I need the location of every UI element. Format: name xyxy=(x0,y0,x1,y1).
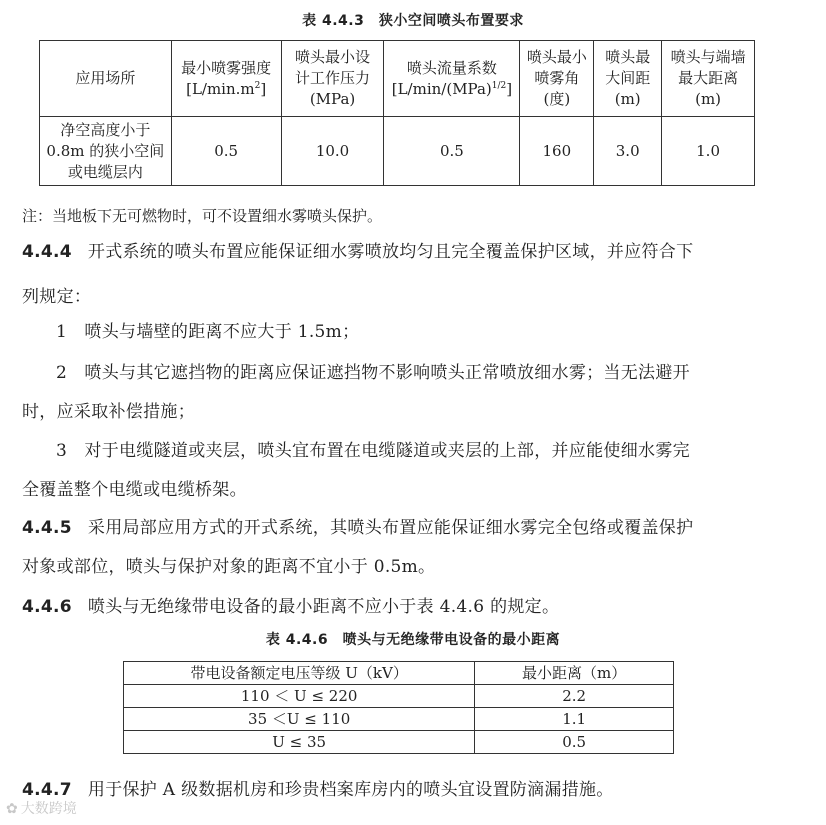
col-header-spacing: 喷头最 大间距 (m) xyxy=(594,41,662,117)
cell-distance: 1.1 xyxy=(475,708,674,731)
cell-voltage: U ≤ 35 xyxy=(124,731,475,754)
table-row xyxy=(40,117,755,186)
cell-kfactor: 0.5 xyxy=(384,117,520,186)
cell-voltage: 110 ＜ U ≤ 220 xyxy=(124,685,475,708)
cell-spacing: 3.0 xyxy=(594,117,662,186)
table-4-4-3 xyxy=(39,40,755,186)
table-header-row xyxy=(40,41,755,117)
table-header-row xyxy=(124,662,674,685)
clause-4-4-4-cont: 列规定： xyxy=(22,287,92,307)
clause-item-3: 3 对于电缆隧道或夹层，喷头宜布置在电缆隧道或夹层的上部，并应能使细水雾完 xyxy=(56,441,690,461)
clause-4-4-4: 4.4.4 开式系统的喷头布置应能保证细水雾喷放均匀且完全覆盖保护区域，并应符合下 xyxy=(22,242,694,262)
watermark: ✿ 大数跨境 xyxy=(6,801,77,817)
col-header-voltage: 带电设备额定电压等级 U（kV） xyxy=(124,662,475,685)
clause-4-4-5: 4.4.5 采用局部应用方式的开式系统，其喷头布置应能保证细水雾完全包络或覆盖保护 xyxy=(22,518,694,538)
table-note: 注：当地板下无可燃物时，可不设置细水雾喷头保护。 xyxy=(22,207,383,225)
clause-item-2-cont: 时，应采取补偿措施； xyxy=(22,402,195,422)
cell-distance: 2.2 xyxy=(475,685,674,708)
clause-4-4-5-cont: 对象或部位，喷头与保护对象的距离不宜小于 0.5m。 xyxy=(22,557,436,577)
table-4-4-3-caption: 表 4.4.3 狭小空间喷头布置要求 xyxy=(302,13,524,29)
table-row xyxy=(124,731,674,754)
cell-pressure: 10.0 xyxy=(281,117,384,186)
table-row xyxy=(124,708,674,731)
col-header-wall-distance: 喷头与端墙 最大距离 (m) xyxy=(662,41,755,117)
table-4-4-6 xyxy=(123,661,674,754)
clause-number: 4.4.5 xyxy=(22,518,72,538)
table-4-4-6-caption: 表 4.4.6 喷头与无绝缘带电设备的最小距离 xyxy=(265,632,561,648)
col-header-angle: 喷头最小 喷雾角 (度) xyxy=(520,41,594,117)
table-row xyxy=(124,685,674,708)
clause-4-4-7: 4.4.7 用于保护 A 级数据机房和珍贵档案库房内的喷头宜设置防滴漏措施。 xyxy=(22,780,614,800)
clause-number: 4.4.7 xyxy=(22,780,72,800)
clause-item-2: 2 喷头与其它遮挡物的距离应保证遮挡物不影响喷头正常喷放细水雾；当无法避开 xyxy=(56,363,690,383)
col-header-place: 应用场所 xyxy=(40,41,172,117)
clause-number: 4.4.4 xyxy=(22,242,72,262)
col-header-kfactor: 喷头流量系数 [L/min/(MPa)$^{1/2}$] xyxy=(384,41,520,117)
cell-wall-distance: 1.0 xyxy=(662,117,755,186)
cell-distance: 0.5 xyxy=(475,731,674,754)
clause-4-4-6: 4.4.6 喷头与无绝缘带电设备的最小距离不应小于表 4.4.6 的规定。 xyxy=(22,597,560,617)
watermark-logo-icon: ✿ xyxy=(6,801,18,817)
col-header-pressure: 喷头最小设 计工作压力 (MPa) xyxy=(281,41,384,117)
col-header-intensity: 最小喷雾强度 $[L/\min.m^2]$ xyxy=(171,41,281,117)
clause-item-3-cont: 全覆盖整个电缆或电缆桥架。 xyxy=(22,480,247,500)
cell-place: 净空高度小于 0.8m 的狭小空间 或电缆层内 xyxy=(40,117,172,186)
cell-intensity: 0.5 xyxy=(171,117,281,186)
col-header-min-distance: 最小距离（m） xyxy=(475,662,674,685)
cell-angle: 160 xyxy=(520,117,594,186)
clause-item-1: 1 喷头与墙壁的距离不应大于 1.5m； xyxy=(56,322,360,342)
clause-number: 4.4.6 xyxy=(22,597,72,617)
cell-voltage: 35 ＜U ≤ 110 xyxy=(124,708,475,731)
